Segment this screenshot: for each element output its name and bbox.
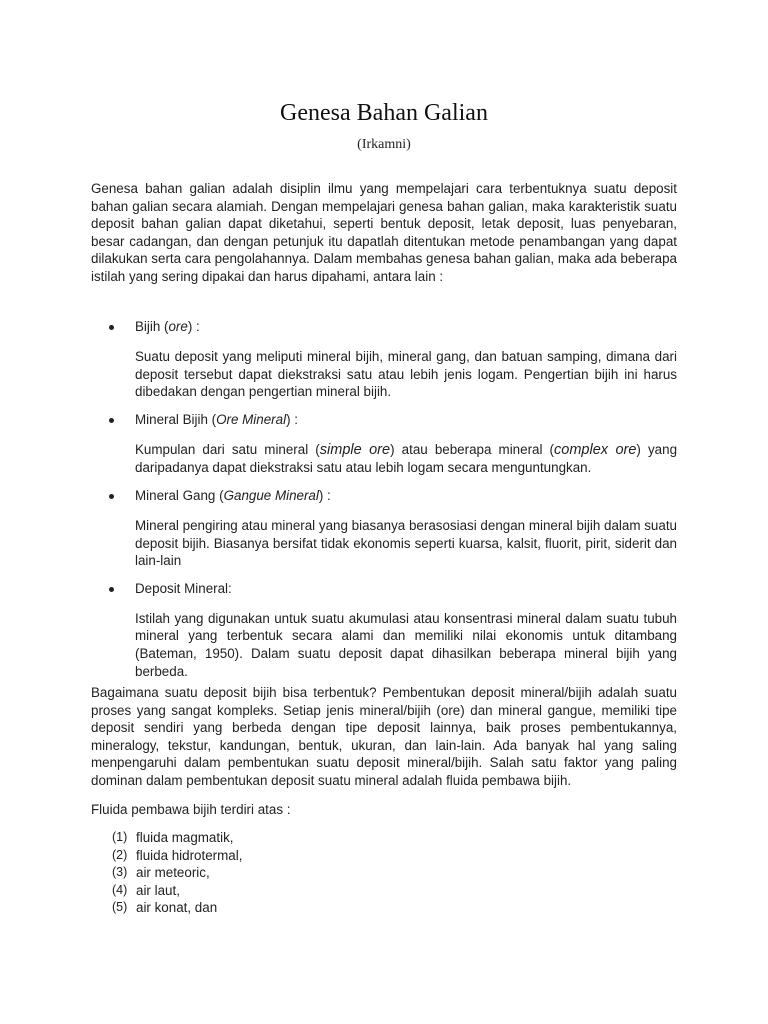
bullet-icon [109, 325, 114, 330]
bullet-icon [109, 418, 114, 423]
bullet-icon [109, 494, 114, 499]
list-item: (5) air konat, dan [112, 900, 218, 916]
term-heading: Mineral Bijih (Ore Mineral) : [91, 411, 677, 429]
list-item: (4) air laut, [112, 882, 180, 898]
formation-paragraph: Bagaimana suatu deposit bijih bisa terbentuk? Pembentukan deposit mineral/bijih adalah suatu proses yang sangat kompleks. Setiap jenis mineral/bijih (ore) dan mineral gangue, memiliki tipe deposit sendiri yang berbeda dengan tipe deposit lainnya, baik proses pembentukannya, mineralogy, tekstur, kandungan, bentuk, ukuran, dan lain-lain. Ada banyak hal yang saling menpengaruhi dalam pembentukan suatu deposit mineral/bijih. Salah satu faktor yang paling dominan dalam pembentukan deposit suatu mineral adalah fluida pembawa bijih. [91, 685, 677, 788]
term-description: Mineral pengiring atau mineral yang biasanya berasosiasi dengan mineral bijih dalam suatu deposit bijih. Biasanya bersifat tidak ekonomis seperti kuarsa, kalsit, fluorit, pirit, siderit dan lain-lain [135, 517, 677, 569]
term-definitions [91, 318, 677, 680]
intro-paragraph: Genesa bahan galian adalah disiplin ilmu yang mempelajari cara terbentuknya suatu deposit bahan galian secara alamiah. Dengan mempelajari genesa bahan galian, maka karakteristik suatu deposit bahan galian dapat diketahui, seperti bentuk deposit, letak deposit, luas penyebaran, besar cadangan, dan dengan petunjuk itu dapatlah ditentukan metode penambangan yang dapat dilakukan serta cara pengolahannya. Dalam membahas genesa bahan galian, maka ada beberapa istilah yang sering dipakai dan harus dipahami, antara lain : [91, 181, 677, 284]
list-item: (1) fluida magmatik, [112, 830, 234, 845]
term-heading: Mineral Gang (Gangue Mineral) : [91, 487, 677, 505]
term-item-bijih [91, 318, 677, 401]
fluida-list [91, 829, 677, 917]
term-item-deposit-mineral [91, 580, 677, 680]
term-item-mineral-gang [91, 487, 677, 570]
term-heading: Deposit Mineral: [91, 580, 677, 598]
term-description: Kumpulan dari satu mineral (simple ore) atau beberapa mineral (complex ore) yang daripadanya dapat diekstraksi satu atau lebih logam secara menguntungkan. [135, 441, 678, 476]
list-item: (3) air meteoric, [112, 865, 210, 881]
document-author: (Irkamni) [357, 137, 411, 152]
term-description: Suatu deposit yang meliputi mineral bijih, mineral gang, dan batuan samping, dimana dari deposit tersebut dapat diekstraksi satu atau lebih jenis logam. Pengertian bijih ini harus dibedakan dengan pengertian mineral bijih. [135, 349, 677, 400]
bullet-icon [109, 587, 114, 592]
term-item-mineral-bijih [91, 411, 677, 477]
list-item: (2) fluida hidrotermal, [112, 847, 243, 863]
term-description: Istilah yang digunakan untuk suatu akumulasi atau konsentrasi mineral dalam suatu tubuh mineral yang terbentuk secara alami dan memiliki nilai ekonomis untuk ditambang (Bateman, 1950). Dalam suatu deposit dapat dihasilkan beberapa mineral bijih yang berbeda. [135, 610, 677, 679]
term-heading: Bijih (ore) : [91, 318, 677, 336]
document-title: Genesa Bahan Galian [280, 100, 488, 126]
fluida-intro: Fluida pembawa bijih terdiri atas : [91, 802, 291, 817]
